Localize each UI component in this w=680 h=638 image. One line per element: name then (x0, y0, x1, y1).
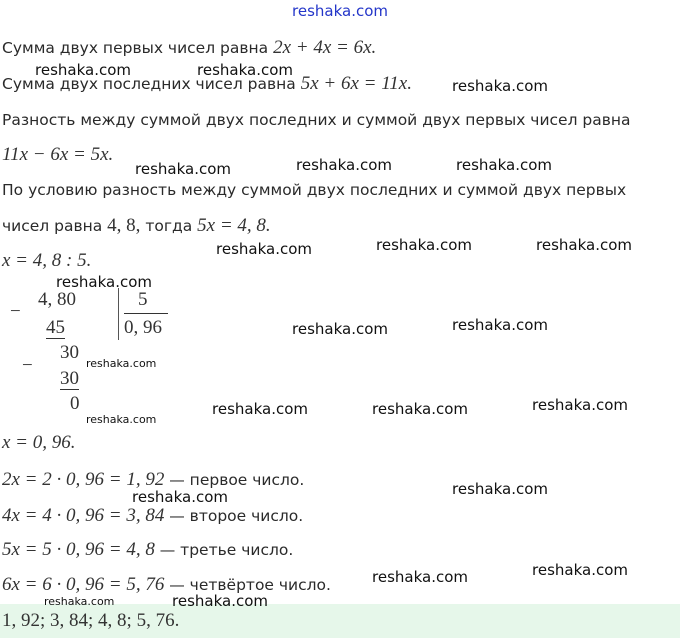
text: — первое число. (164, 471, 305, 489)
formula: 5x = 4, 8. (197, 215, 271, 236)
watermark: reshaka.com (296, 156, 392, 174)
watermark: reshaka.com (292, 320, 388, 338)
watermark: reshaka.com (132, 488, 228, 506)
watermark: reshaka.com (86, 357, 157, 370)
formula: 2x + 4x = 6x. (273, 37, 377, 58)
formula: x = 4, 8 : 5. (2, 250, 92, 271)
watermark: reshaka.com (44, 595, 115, 608)
watermark: reshaka.com (532, 396, 628, 414)
minus-sign: − (22, 355, 33, 376)
formula: x = 0, 96. (2, 432, 76, 453)
watermark: reshaka.com (456, 156, 552, 174)
formula: 5x = 5 · 0, 96 = 4, 8 (2, 539, 155, 560)
division-bar (118, 288, 119, 340)
formula: 5x + 6x = 11x. (300, 73, 412, 94)
watermark: reshaka.com (135, 160, 231, 178)
watermark: reshaka.com (372, 400, 468, 418)
watermark: reshaka.com (212, 400, 308, 418)
site-header-link[interactable]: reshaka.com (292, 2, 388, 20)
formula: 2x = 2 · 0, 96 = 1, 92 (2, 469, 165, 490)
answer-text: 1, 92; 3, 84; 4, 8; 5, 76. (2, 610, 180, 631)
watermark: reshaka.com (86, 413, 157, 426)
text: Сумма двух последних чисел равна (2, 75, 301, 93)
text: — четвёртое число. (164, 576, 331, 594)
watermark: reshaka.com (452, 77, 548, 95)
line-1 (2, 38, 376, 58)
text: — второе число. (164, 507, 304, 525)
watermark: reshaka.com (172, 592, 268, 610)
line-5 (2, 180, 626, 200)
formula: 4x = 4 · 0, 96 = 3, 84 (2, 505, 165, 526)
text: — третье число. (154, 541, 294, 559)
dividend: 4, 80 (38, 289, 76, 310)
watermark: reshaka.com (197, 61, 293, 79)
watermark: reshaka.com (452, 480, 548, 498)
watermark: reshaka.com (216, 240, 312, 258)
watermark: reshaka.com (35, 61, 131, 79)
subtrahend-2: 30 (60, 368, 79, 389)
text: тогда (140, 217, 198, 235)
remainder-1: 30 (60, 342, 79, 363)
line-3 (2, 110, 631, 130)
text: чисел равна (2, 217, 108, 235)
divisor-line (124, 313, 168, 314)
result-line (2, 433, 76, 453)
result-line (2, 506, 303, 526)
text: Разность между суммой двух последних и суммой двух первых чисел равна (2, 111, 631, 129)
watermark: reshaka.com (376, 236, 472, 254)
watermark: reshaka.com (56, 273, 152, 291)
quotient: 0, 96 (124, 317, 162, 338)
watermark: reshaka.com (372, 568, 468, 586)
text: Сумма двух первых чисел равна (2, 39, 274, 57)
line-7 (2, 251, 91, 271)
result-line (2, 470, 304, 490)
formula: 4, 8, (107, 215, 141, 236)
formula: 6x = 6 · 0, 96 = 5, 76 (2, 574, 165, 595)
watermark: reshaka.com (452, 316, 548, 334)
text: По условию разность между суммой двух последних и суммой двух первых (2, 181, 627, 199)
watermark: reshaka.com (532, 561, 628, 579)
result-line (2, 575, 331, 595)
remainder-2: 0 (70, 393, 80, 414)
line-6 (2, 216, 271, 236)
line-4 (2, 145, 113, 165)
formula: 11x − 6x = 5x. (2, 144, 114, 165)
watermark: reshaka.com (536, 236, 632, 254)
divisor: 5 (138, 289, 148, 310)
subtrahend-1: 45 (46, 317, 65, 338)
minus-sign: − (10, 301, 21, 322)
result-line (2, 540, 293, 560)
